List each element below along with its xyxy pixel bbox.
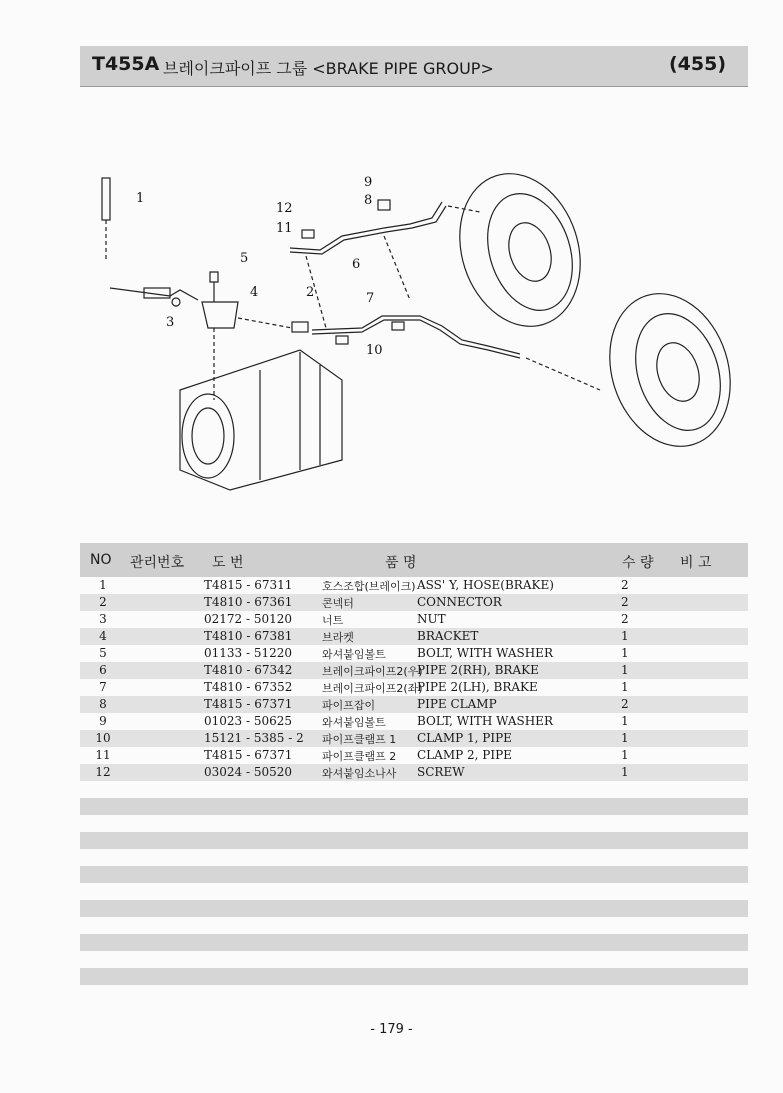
row-qty: 2	[621, 612, 629, 626]
row-part-no: T4810 - 67361	[204, 595, 293, 609]
row-no: 12	[95, 765, 111, 779]
row-name-kr: 콘넥터	[322, 597, 354, 610]
table-row	[80, 696, 748, 713]
row-part-no: T4815 - 67371	[204, 697, 293, 711]
row-name-kr: 파이프클램프 2	[322, 750, 397, 763]
row-no: 7	[99, 680, 107, 694]
table-row	[80, 713, 748, 730]
table-row	[80, 747, 748, 764]
row-no: 4	[99, 629, 107, 643]
row-part-no: T4810 - 67352	[204, 680, 293, 694]
header-drawing-no: 도 번	[212, 555, 244, 571]
row-qty: 1	[621, 629, 629, 643]
callout-4: 4	[250, 285, 259, 300]
row-name-en: ASS' Y, HOSE(BRAKE)	[417, 578, 554, 592]
row-part-no: 02172 - 50120	[204, 612, 293, 626]
empty-row	[80, 968, 748, 985]
table-row	[80, 594, 748, 611]
row-qty: 1	[621, 646, 629, 660]
row-name-en: CONNECTOR	[417, 595, 502, 609]
callout-9: 9	[364, 175, 373, 190]
row-name-kr: 너트	[322, 614, 344, 627]
group-page-ref: (455)	[668, 53, 726, 75]
row-part-no: T4815 - 67311	[204, 578, 293, 592]
row-name-en: NUT	[417, 612, 446, 626]
row-no: 8	[99, 697, 107, 711]
page-header	[80, 46, 748, 87]
empty-row	[80, 815, 748, 832]
table-row	[80, 662, 748, 679]
row-name-en: BRACKET	[417, 629, 479, 643]
row-name-kr: 파이프클램프 1	[322, 733, 397, 746]
parts-diagram-drawing	[80, 140, 748, 540]
callout-10: 10	[366, 343, 383, 358]
row-qty: 1	[621, 680, 629, 694]
row-no: 1	[99, 578, 107, 592]
row-name-en: BOLT, WITH WASHER	[417, 646, 553, 660]
callout-1: 1	[136, 191, 145, 206]
page-number: - 179 -	[370, 1022, 413, 1037]
empty-row	[80, 934, 748, 951]
row-no: 11	[95, 748, 111, 762]
row-no: 5	[99, 646, 107, 660]
row-part-no: 01023 - 50625	[204, 714, 293, 728]
row-part-no: 03024 - 50520	[204, 765, 293, 779]
callout-12: 12	[276, 201, 293, 216]
empty-row	[80, 951, 748, 968]
row-part-no: T4810 - 67342	[204, 663, 293, 677]
row-qty: 1	[621, 714, 629, 728]
row-name-kr: 와셔붙임볼트	[322, 648, 386, 661]
row-name-en: PIPE CLAMP	[417, 697, 497, 711]
header-qty: 수 량	[622, 555, 654, 571]
table-header	[80, 543, 748, 577]
table-row	[80, 628, 748, 645]
table-row	[80, 577, 748, 594]
row-no: 3	[99, 612, 107, 626]
parts-diagram	[80, 140, 748, 540]
callout-5: 5	[240, 251, 249, 266]
row-name-kr: 와셔붙임소나사	[322, 767, 397, 780]
callout-11: 11	[276, 221, 293, 236]
row-name-en: CLAMP 2, PIPE	[417, 748, 512, 762]
row-name-kr: 파이프잡이	[322, 699, 376, 712]
row-qty: 1	[621, 731, 629, 745]
group-code: T455A	[92, 53, 160, 75]
row-no: 9	[99, 714, 107, 728]
empty-row	[80, 900, 748, 917]
empty-row	[80, 883, 748, 900]
empty-row	[80, 832, 748, 849]
callout-3: 3	[166, 315, 175, 330]
row-name-en: BOLT, WITH WASHER	[417, 714, 553, 728]
row-qty: 2	[621, 595, 629, 609]
table-row	[80, 730, 748, 747]
group-title: 브레이크파이프 그룹 <BRAKE PIPE GROUP>	[163, 59, 494, 78]
row-qty: 2	[621, 697, 629, 711]
header-remark: 비 고	[680, 555, 712, 571]
row-qty: 1	[621, 748, 629, 762]
empty-row	[80, 781, 748, 798]
hose-fitting-shape	[102, 178, 110, 220]
row-name-kr: 브레이크파이프2(우)	[322, 665, 423, 678]
empty-row	[80, 866, 748, 883]
empty-row	[80, 917, 748, 934]
header-mgmt-no: 관리번호	[130, 555, 185, 571]
row-no: 6	[99, 663, 107, 677]
table-row	[80, 645, 748, 662]
row-name-kr: 브레이크파이프2(좌)	[322, 682, 423, 695]
callout-7: 7	[366, 291, 375, 306]
header-item-name: 품 명	[385, 555, 417, 571]
row-qty: 1	[621, 663, 629, 677]
row-part-no: 01133 - 51220	[204, 646, 293, 660]
empty-row	[80, 849, 748, 866]
row-part-no: 15121 - 5385 - 2	[204, 731, 304, 745]
parts-table	[80, 543, 748, 985]
row-part-no: T4815 - 67371	[204, 748, 293, 762]
row-name-kr: 호스조합(브레이크)	[322, 580, 416, 593]
callout-6: 6	[352, 257, 361, 272]
row-no: 2	[99, 595, 107, 609]
table-row	[80, 611, 748, 628]
row-part-no: T4810 - 67381	[204, 629, 293, 643]
row-name-en: PIPE 2(RH), BRAKE	[417, 663, 539, 677]
row-qty: 1	[621, 765, 629, 779]
table-row	[80, 764, 748, 781]
empty-row	[80, 798, 748, 815]
row-no: 10	[95, 731, 111, 745]
row-name-kr: 브라켓	[322, 631, 354, 644]
header-no: NO	[90, 552, 112, 568]
callout-2: 2	[306, 285, 315, 300]
table-row	[80, 679, 748, 696]
row-name-en: PIPE 2(LH), BRAKE	[417, 680, 538, 694]
row-qty: 2	[621, 578, 629, 592]
row-name-en: CLAMP 1, PIPE	[417, 731, 512, 745]
row-name-en: SCREW	[417, 765, 465, 779]
callout-8: 8	[364, 193, 373, 208]
row-name-kr: 와셔붙임볼트	[322, 716, 386, 729]
